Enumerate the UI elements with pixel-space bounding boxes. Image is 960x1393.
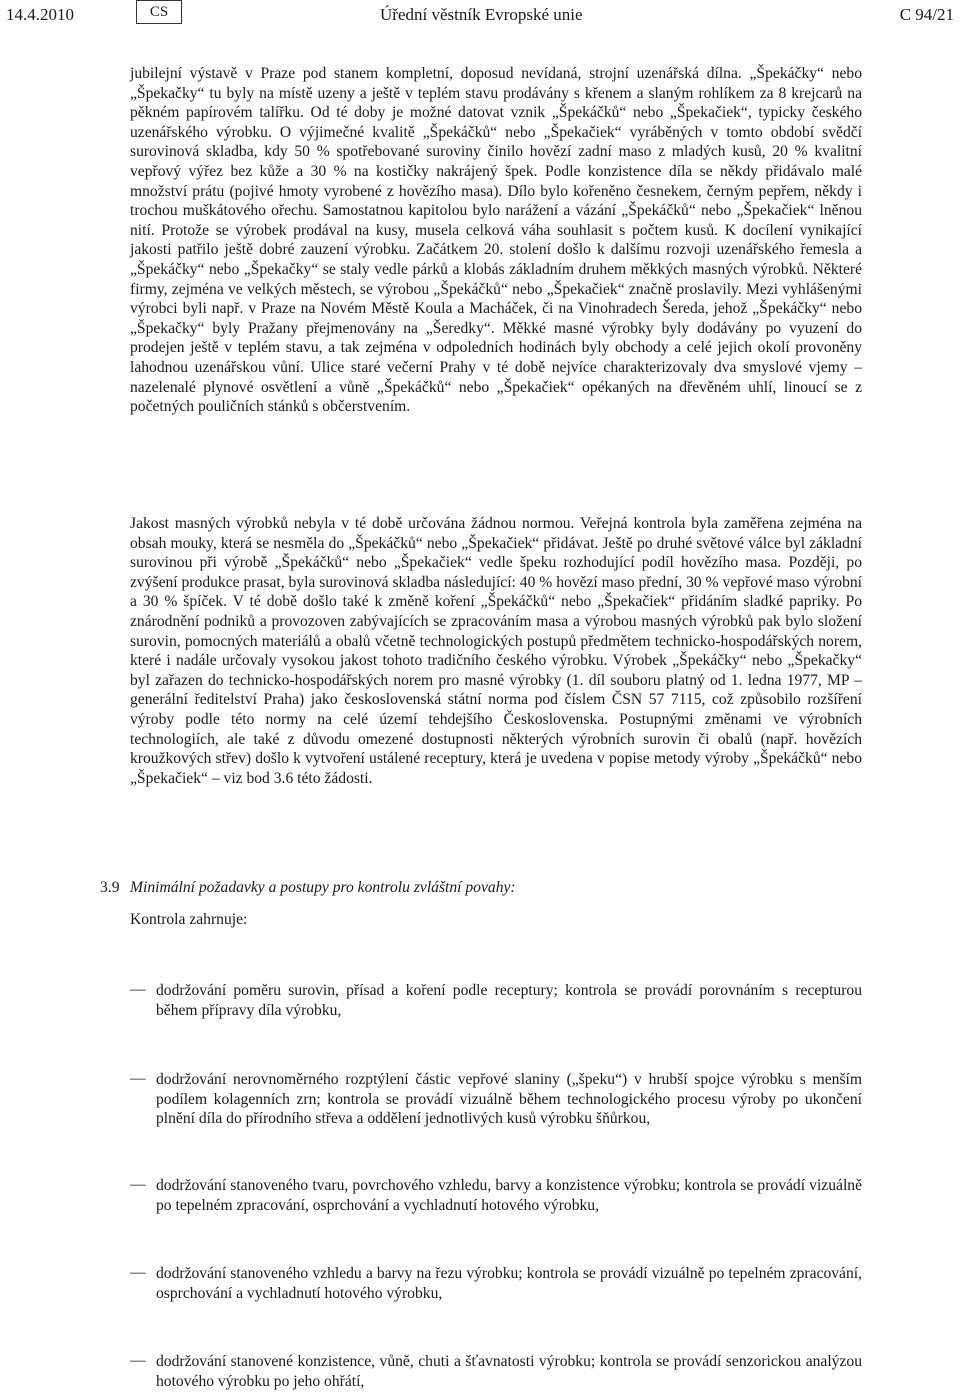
journal-title: Úřední věstník Evropské unie — [380, 5, 583, 24]
section-title: Minimální požadavky a postupy pro kontrolu zvláštní povahy: — [130, 879, 516, 896]
paragraph-quality: Jakost masných výrobků nebyla v té době určována žádnou normou. Veřejná kontrola byla zaměřena zejména na obsah mouky, která se nesměla do „Špekáčků“ nebo „Špekačiek“ přidávat. Ještě po druhé světové válce byl základní surovinou při výrobě „Špekáčků“ nebo „Špekačiek“ vedle špeku rozhodující podíl hovězího masa. Později, po zvýšení produkce prasat, byla surovinová skladba následující: 40 % hovězí maso přední, 30 % vepřové maso výrobní a 30 % špíček. V té době došlo také k změně koření „Špekáčků“ nebo „Špekačiek“ přidáním sladké papriky. Po znárodnění podniků a provozoven zabývajících se zpracováním masa a výrobou masných výrobků pak bylo složení surovin, pomocných materiálů a obalů včetně technologických postupů předmětem technicko-hospodářských norem, které i nadále určovaly vysokou jakost tohoto tradičního českého výrobku. Výrobek „Špekáčky“ nebo „Špekačky“ byl zařazen do technicko-hospodářských norem pro masné výrobky (1. díl souboru platný od 1. ledna 1977, MP – generální ředitelství Praha) jako československá státní norma pod číslem ČSN 57 7115, což způsobilo rozšíření výroby podle této normy na celé území tehdejšího Československa. Postupnými změnami ve výrobních technologiích, ale také z důvodu omezené dostupnosti některých výrobních surovin či obalů (např. hovězích kroužkových střev) došlo k vytvoření ustálené receptury, která je uvedena v popise metody výroby „Špekáčků“ nebo „Špekačiek“ – viz bod 3.6 této žádosti. — [130, 515, 862, 787]
bullet-item: dodržování poměru surovin, přísad a koření podle receptury; kontrola se provádí porovnáním s recepturou během přípravy díla výrobku, — [156, 982, 862, 1019]
page-header — [0, 0, 960, 40]
paragraph-history: jubilejní výstavě v Praze pod stanem kompletní, doposud nevídaná, strojní uzenářská dílna. „Špekáčky“ nebo „Špekačky“ tu byly na místě uzeny a ještě v teplém stavu prodávány s křenem a slaným rohlíkem za 8 krejcarů na pěkném papírovém talířku. Od té doby je možné datovat vznik „Špekáčků“ nebo „Špekačiek“, typicky českého uzenářského výrobku. O výjimečné kvalitě „Špekáčků“ nebo „Špekačiek“ vyráběných v tomto období svědčí surovinová skladba, kdy 50 % spotřebované suroviny činilo hovězí zadní maso z mladých kusů, 20 % kvalitní vepřový výřez bez kůže a 30 % na kostičky nakrájený špek. Podle konzistence díla se někdy přidávalo malé množství prátu (pojivé hmoty vyrobené z hovězího masa). Dílo bylo kořeněno česnekem, černým pepřem, někdy i trochou muškátového ořechu. Samostatnou kapitolou bylo narážení a vázání „Špekáčků“ nebo „Špekačiek“ lněnou nití. Protože se výrobek prodával na kusy, musela celková váha souhlasit s počtem kusů. K docílení vynikající jakosti patřilo ještě dobré zauzení výrobku. Začátkem 20. stolení došlo k dalšímu rozvoji uzenářského řemesla a „Špekáčky“ nebo „Špekačky“ se staly vedle párků a klobás základním druhem měkkých masných výrobků. Některé firmy, zejména ve velkých městech, se výrobou „Špekáčků“ nebo „Špekačiek“ značně proslavily. Mezi vyhlášenými výrobci byli např. v Praze na Novém Městě Koula a Macháček, či na Vinohradech Šereda, jehož „Špekáčky“ nebo „Špekačky“ byly Pražany přejmenovány na „Šeredky“. Měkké masné výrobky byly dodávány po vyuzení do prodejen ještě v teplém stavu, a tak zejména v odpoledních hodinách byly obchody a celé jejich okolí provoněny lahodnou uzenářskou vůní. Ulice staré večerní Prahy v té době nejvíce charakterizovaly dva smyslové vjemy – nazelenalé plynové osvětlení a vůně „Špekáčků“ nebo „Špekačiek“ opékaných na dřevěném uhlí, linoucí se z početných pouličních stánků s občerstvením. — [130, 65, 862, 416]
bullet-item: dodržování stanovené konzistence, vůně, chuti a šťavnatosti výrobku; kontrola se provádí senzorickou analýzou hotového výrobku po jeho ohřátí, — [156, 1353, 862, 1390]
page-number: C 94/21 — [899, 5, 954, 24]
publication-date: 14.4.2010 — [6, 5, 74, 24]
bullet-dash: — — [130, 1352, 146, 1369]
bullet-item: dodržování stanoveného vzhledu a barvy na řezu výrobku; kontrola se provádí vizuálně po tepelném zpracování, osprchování a vychladnutí hotového výrobku, — [156, 1265, 862, 1302]
bullet-dash: — — [130, 981, 146, 998]
bullet-item: dodržování nerovnoměrného rozptýlení částic vepřové slaniny („špeku“) v hrubší spojce výrobku s menším podílem kolagenních zrn; kontrola se provádí vizuálně během technologického procesu výroby po ukončení plnění díla do přírodního střeva a oddělení jednotlivých kusů výrobku šňůrkou, — [156, 1071, 862, 1128]
section-number: 3.9 — [100, 879, 120, 896]
language-code-box: CS — [136, 0, 182, 24]
bullet-dash: — — [130, 1070, 146, 1087]
bullet-item: dodržování stanoveného tvaru, povrchového vzhledu, barvy a konzistence výrobku; kontrola se provádí vizuálně po tepelném zpracování, osprchování a vychladnutí hotového výrobku, — [156, 1177, 862, 1214]
bullet-dash: — — [130, 1176, 146, 1193]
bullet-dash: — — [130, 1264, 146, 1281]
section-intro: Kontrola zahrnuje: — [130, 911, 248, 928]
